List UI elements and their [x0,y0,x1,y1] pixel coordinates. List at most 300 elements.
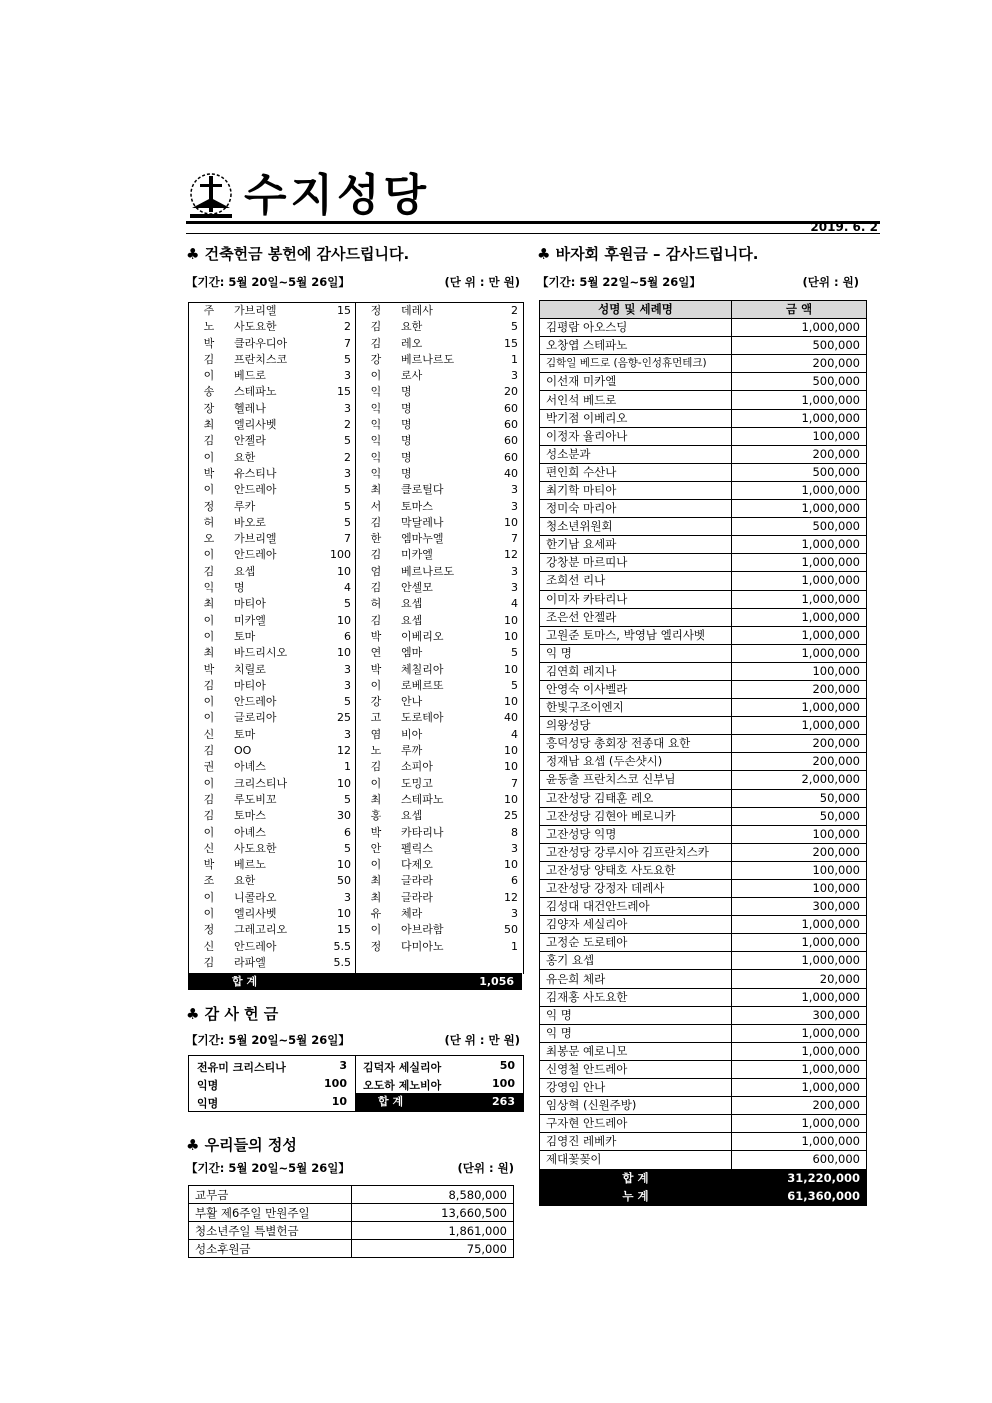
donation-amount: 200,000 [732,843,867,861]
table-row [189,1222,514,1240]
table-row [540,699,867,717]
list-item [189,825,355,841]
table-row [540,373,867,391]
building-subheader [186,274,520,290]
surname: 강 [370,695,382,709]
list-item [356,466,522,482]
thanks-name: 김덕자 세실리아 [363,1061,442,1074]
amount: 25 [337,711,351,725]
list-item [189,890,355,906]
donor-name: 고잔성당 익명 [540,825,732,843]
baptismal-name: 엠마 [401,646,423,660]
offering-amount: 8,580,000 [352,1186,514,1204]
amount: 5 [344,695,351,709]
amount: 3 [344,369,351,383]
bazaar-subheader [537,274,859,290]
thanks-subheader [186,1032,520,1048]
list-item [356,841,522,857]
col-name-header: 성명 및 세례명 [540,301,732,319]
donor-name: 김연희 레지나 [540,662,732,680]
baptismal-name: 아녜스 [234,760,266,774]
table-row [540,427,867,445]
donation-amount: 1,000,000 [732,1042,867,1060]
list-item [189,873,355,889]
list-item [189,629,355,645]
surname: 이 [370,369,382,383]
amount: 5 [511,678,518,692]
offering-amount: 1,861,000 [352,1222,514,1240]
donation-amount: 300,000 [732,1006,867,1024]
surname: 허 [370,597,382,611]
table-row [540,1060,867,1078]
surname: 이 [203,548,215,562]
baptismal-name: 마티아 [234,597,266,611]
amount: 15 [337,385,351,399]
donation-amount: 1,000,000 [732,1024,867,1042]
amount: 50 [337,874,351,888]
list-item [189,531,355,547]
amount: 60 [504,434,518,448]
surname: 최 [370,874,382,888]
donor-name: 김평람 아오스딩 [540,319,732,337]
baptismal-name: 가브리엘 [234,532,277,546]
table-row [540,319,867,337]
list-item [356,939,522,955]
donor-name: 익 명 [540,1006,732,1024]
donation-amount: 1,000,000 [732,1115,867,1133]
list-item [189,352,355,368]
list-item [356,873,522,889]
baptismal-name: 미카엘 [234,613,266,627]
list-item [189,319,355,335]
offering-amount: 75,000 [352,1240,514,1258]
surname: 장 [203,401,215,415]
offering-subheader [186,1160,514,1176]
table-row [540,445,867,463]
table-row [540,409,867,427]
list-item [356,547,522,563]
donor-name: 김영진 레베카 [540,1133,732,1151]
baptismal-name: 소피아 [401,760,433,774]
baptismal-name: 프란치스코 [234,352,288,366]
list-item [189,515,355,531]
surname: 박 [203,466,215,480]
table-row [540,1024,867,1042]
donor-name: 신영철 안드레아 [540,1060,732,1078]
baptismal-name: 크리스티나 [234,776,288,790]
donation-amount: 100,000 [732,880,867,898]
building-fund-table [188,302,524,974]
baptismal-name: 사도요한 [234,320,277,334]
surname: 김 [203,434,215,448]
donation-amount: 500,000 [732,518,867,536]
list-item [356,336,522,352]
bazaar-unit: (단위 : 원) [802,275,859,289]
list-item [356,303,522,319]
amount: 6 [344,629,351,643]
bazaar-period: 【기간: 5월 22일~5월 26일】 [537,275,701,289]
table-row [540,1042,867,1060]
donor-name: 유은희 체라 [540,970,732,988]
amount: 3 [344,466,351,480]
donor-name: 이미자 카타리나 [540,590,732,608]
list-item [356,319,522,335]
building-total-row [188,973,522,990]
list-item [189,433,355,449]
surname: 홍 [370,809,382,823]
offering-name: 성소후원금 [189,1240,352,1258]
amount: 3 [511,499,518,513]
baptismal-name: 요한 [234,450,256,464]
donation-amount: 1,000,000 [732,481,867,499]
surname: 익 [370,434,382,448]
surname: 염 [370,727,382,741]
surname: 익 [203,581,215,595]
donation-amount: 1,000,000 [732,391,867,409]
surname: 박 [370,629,382,643]
list-item [356,694,522,710]
bazaar-cumulative-label: 누 계 [540,1187,732,1205]
list-item [356,808,522,824]
baptismal-name: 루카 [234,499,256,513]
baptismal-name: 체칠리아 [401,662,444,676]
table-row [540,843,867,861]
surname: 박 [370,825,382,839]
list-item [189,710,355,726]
donor-name: 김성대 대건안드레아 [540,898,732,916]
bulletin-date: 2019. 6. 2 [810,220,878,234]
amount: 12 [504,548,518,562]
list-item [189,678,355,694]
amount: 60 [504,418,518,432]
amount: 5 [511,320,518,334]
table-row [540,572,867,590]
baptismal-name: 다미아노 [401,939,444,953]
surname: 박 [203,858,215,872]
donor-name: 윤동출 프란치스코 신부님 [540,771,732,789]
amount: 60 [504,450,518,464]
baptismal-name: 명 [401,385,412,399]
donor-name: 최기학 마티아 [540,481,732,499]
amount: 10 [504,629,518,643]
donor-name: 성소분과 [540,445,732,463]
list-item [189,547,355,563]
amount: 10 [504,792,518,806]
list-item [189,417,355,433]
baptismal-name: 요셉 [234,564,256,578]
donor-name: 조희선 리나 [540,572,732,590]
surname: 연 [370,646,382,660]
baptismal-name: 베르노 [234,858,266,872]
donation-amount: 1,000,000 [732,699,867,717]
baptismal-name: 막달레나 [401,515,444,529]
list-item [189,694,355,710]
surname: 박 [203,336,215,350]
surname: 노 [370,744,382,758]
baptismal-name: 안드레아 [234,483,277,497]
offering-name: 부활 제6주일 만원주일 [189,1204,352,1222]
amount: 3 [344,662,351,676]
table-row [540,536,867,554]
surname: 정 [370,304,382,317]
donation-amount: 200,000 [732,680,867,698]
list-item [189,939,355,955]
surname: 익 [370,450,382,464]
baptismal-name: 베드로 [234,369,266,383]
baptismal-name: 미카엘 [401,548,433,562]
baptismal-name: 라파엘 [234,955,266,969]
donation-amount: 50,000 [732,789,867,807]
amount: 5 [344,434,351,448]
donor-name: 익 명 [540,1024,732,1042]
list-item [356,759,522,775]
list-item [356,776,522,792]
amount: 3 [511,906,518,920]
surname: 고 [370,711,382,725]
list-item [356,564,522,580]
baptismal-name: 안나 [401,695,423,709]
donor-name: 김학일 베드로 (음향-인성휴먼테크) [540,355,732,373]
amount: 60 [504,401,518,415]
table-row [540,1006,867,1024]
table-row [540,644,867,662]
surname: 이 [370,858,382,872]
amount: 2 [344,418,351,432]
list-item [356,515,522,531]
thanks-value: 50 [499,1059,515,1072]
baptismal-name: 명 [401,418,412,432]
table-row [540,481,867,499]
baptismal-name: 글라라 [401,890,433,904]
list-item [189,759,355,775]
donation-amount: 500,000 [732,373,867,391]
table-row [540,807,867,825]
baptismal-name: 비아 [401,727,423,741]
baptismal-name: 가브리엘 [234,304,277,317]
list-item [189,596,355,612]
surname: 송 [203,385,215,399]
amount: 1 [344,760,351,774]
donor-name: 임상혁 (신원주방) [540,1097,732,1115]
baptismal-name: 베르나르도 [401,352,455,366]
amount: 3 [344,678,351,692]
table-row [540,988,867,1006]
baptismal-name: 명 [401,434,412,448]
list-item [356,384,522,400]
donor-name: 고정순 도로테아 [540,934,732,952]
surname: 권 [203,760,215,774]
list-item [356,645,522,661]
donor-name: 고잔성당 김현아 베로니카 [540,807,732,825]
list-item [189,922,355,938]
baptismal-name: 요셉 [401,597,423,611]
list-item [356,482,522,498]
baptismal-name: 안셀모 [401,581,433,595]
offering-amount: 13,660,500 [352,1204,514,1222]
donation-amount: 1,000,000 [732,644,867,662]
amount: 6 [511,874,518,888]
building-title: ♣ 건축헌금 봉헌에 감사드립니다. [186,245,410,263]
baptismal-name: 베르나르도 [401,564,455,578]
parish-name: 수지성당 [244,170,431,221]
donation-amount: 1,000,000 [732,319,867,337]
amount: 3 [344,890,351,904]
table-row [540,518,867,536]
donor-name: 한빛구조이엔지 [540,699,732,717]
donation-amount: 1,000,000 [732,952,867,970]
list-item [189,743,355,759]
donation-amount: 20,000 [732,970,867,988]
donation-amount: 1,000,000 [732,988,867,1006]
list-item [189,564,355,580]
list-item [356,580,522,596]
donor-name: 오창엽 스테파노 [540,337,732,355]
surname: 최 [370,483,382,497]
donation-amount: 2,000,000 [732,771,867,789]
list-item [356,596,522,612]
thanks-value: 100 [324,1077,347,1090]
thanks-name: 오도하 제노비아 [363,1079,442,1092]
surname: 안 [370,841,382,855]
amount: 1 [511,352,518,366]
baptismal-name: 카타리나 [401,825,444,839]
table-row [540,1133,867,1151]
list-item [356,531,522,547]
building-period: 【기간: 5월 20일~5월 26일】 [186,275,350,289]
amount: 10 [504,515,518,529]
table-row [540,500,867,518]
amount: 100 [330,548,351,562]
surname: 조 [203,874,215,888]
baptismal-name: 루도비꼬 [234,792,277,806]
baptismal-name: 루까 [401,744,423,758]
table-header [540,301,867,319]
surname: 이 [203,450,215,464]
surname: 이 [203,776,215,790]
baptismal-name: 토마스 [234,809,266,823]
donor-name: 구자현 안드레아 [540,1115,732,1133]
donation-amount: 1,000,000 [732,554,867,572]
list-item [189,613,355,629]
donation-amount: 500,000 [732,463,867,481]
surname: 이 [203,613,215,627]
table-row [189,1186,514,1204]
donor-name: 강창분 마르띠나 [540,554,732,572]
surname: 박 [370,662,382,676]
list-item [189,303,355,319]
surname: 오 [203,532,215,546]
table-row [540,735,867,753]
surname: 유 [370,906,382,920]
amount: 10 [337,906,351,920]
surname: 김 [203,352,215,366]
table-row [540,1151,867,1169]
table-row [540,626,867,644]
table-row [540,680,867,698]
amount: 2 [344,450,351,464]
donor-name: 제대꽃꽂이 [540,1151,732,1169]
amount: 3 [511,369,518,383]
amount: 10 [337,613,351,627]
donor-name: 김양자 세실리아 [540,916,732,934]
baptismal-name: 클라우디아 [234,336,288,350]
baptismal-name: 사도요한 [234,841,277,855]
list-item [189,955,355,971]
list-item [356,727,522,743]
baptismal-name: 스테파노 [234,385,277,399]
surname: 최 [370,890,382,904]
amount: 4 [511,597,518,611]
surname: 김 [370,548,382,562]
donation-amount: 500,000 [732,337,867,355]
amount: 5 [511,646,518,660]
donation-amount: 200,000 [732,753,867,771]
surname: 서 [370,499,382,513]
amount: 5 [344,841,351,855]
list-item [189,580,355,596]
baptismal-name: 마티아 [234,678,266,692]
amount: 3 [511,564,518,578]
baptismal-name: 요한 [234,874,256,888]
thanks-value: 100 [492,1077,515,1090]
donor-name: 정미숙 마리아 [540,500,732,518]
amount: 3 [344,727,351,741]
table-row [540,662,867,680]
baptismal-name: 요한 [401,320,423,334]
list-item [356,368,522,384]
thanks-value: 10 [331,1095,347,1108]
surname: 김 [370,336,382,350]
surname: 김 [370,320,382,334]
surname: 김 [370,515,382,529]
amount: 2 [344,320,351,334]
donor-name: 고잔성당 강정자 데레사 [540,880,732,898]
amount: 30 [337,809,351,823]
building-column-left [189,303,356,974]
list-item [356,825,522,841]
table-row [189,1204,514,1222]
donation-amount: 1,000,000 [732,916,867,934]
surname: 이 [370,923,382,937]
amount: 5 [344,499,351,513]
table-row [540,355,867,373]
surname: 박 [203,662,215,676]
amount: 5 [344,352,351,366]
bazaar-total-value: 31,220,000 [732,1169,867,1187]
baptismal-name: 엘리사벳 [234,906,277,920]
baptismal-name: 바드리시오 [234,646,288,660]
surname: 이 [203,711,215,725]
surname: 김 [203,564,215,578]
surname: 익 [370,401,382,415]
list-item [356,678,522,694]
list-item [356,433,522,449]
donation-amount: 200,000 [732,445,867,463]
thanks-period: 【기간: 5월 20일~5월 26일】 [186,1033,350,1047]
amount: 40 [504,466,518,480]
surname: 김 [203,955,215,969]
baptismal-name: 펠릭스 [401,841,433,855]
baptismal-name: 데레사 [401,304,433,317]
baptismal-name: 로베르또 [401,678,444,692]
donation-amount: 100,000 [732,427,867,445]
amount: 10 [337,776,351,790]
baptismal-name: 엠마누엘 [401,532,444,546]
amount: 10 [504,662,518,676]
table-row [540,970,867,988]
table-row [540,1079,867,1097]
donor-name: 서인석 베드로 [540,391,732,409]
